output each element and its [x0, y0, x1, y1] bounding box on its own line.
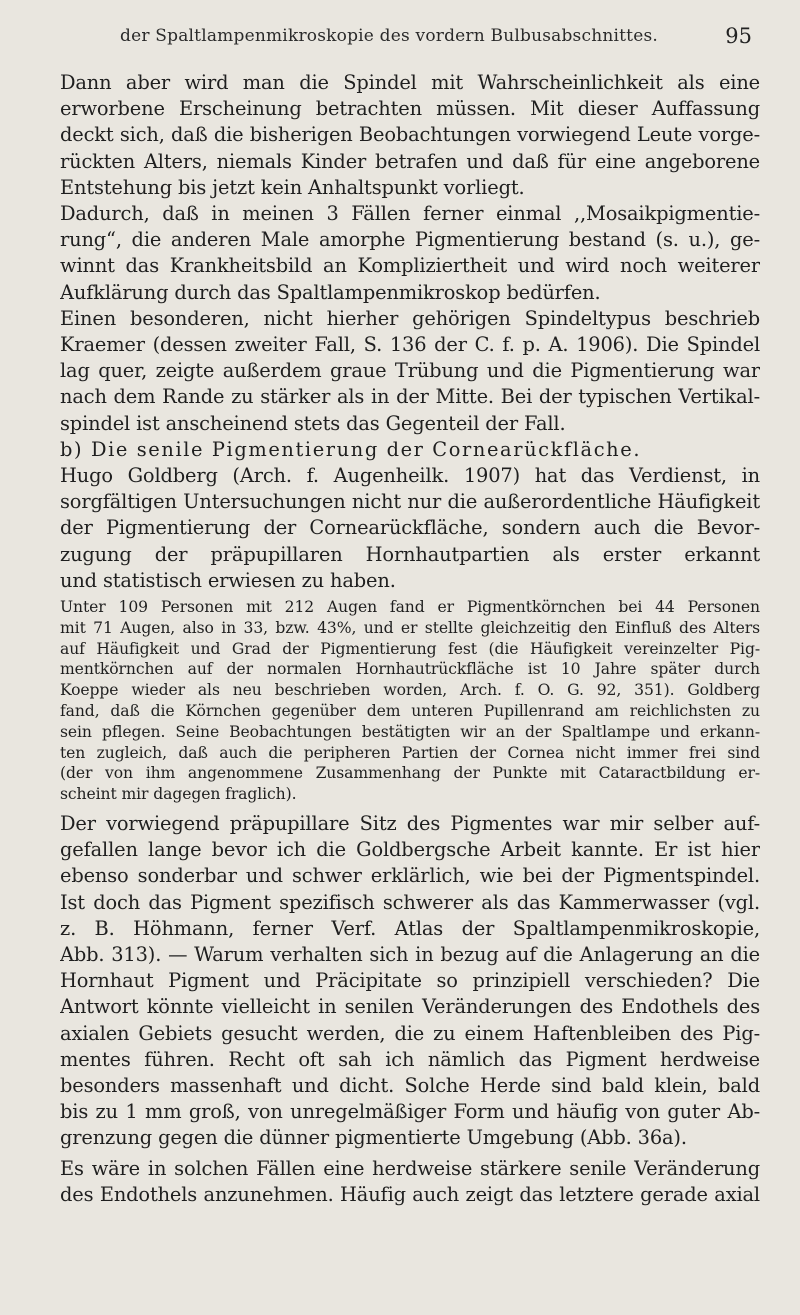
paragraph-spindle-acquired [60, 70, 760, 201]
text-line: spindel ist anscheinend stets das Gegenteil der Fall. [60, 411, 566, 435]
text-line: Der vorwiegend präpupillare Sitz des Pigmentes war mir selber auf- [60, 812, 760, 836]
text-line: rung“, die anderen Male amorphe Pigmentierung bestand (s. u.), ge- [60, 228, 760, 252]
text-line: Aufklärung durch das Spaltlampenmikroskop bedürfen. [60, 280, 601, 304]
small-text-line: mit 71 Augen, also in 33, bzw. 43%, und er stellte gleichzeitig den Einfluß des Alters [60, 618, 760, 637]
text-line: grenzung gegen die dünner pigmentierte Umgebung (Abb. 36a). [60, 1126, 687, 1150]
paragraph-mosaic-pigmentation [60, 201, 760, 306]
text-line: Ist doch das Pigment spezifisch schwerer als das Kammerwasser (vgl. [60, 890, 760, 914]
page-number: 95 [725, 24, 752, 48]
text-line: zugung der präpupillaren Hornhautpartien als erster erkannt [60, 542, 760, 566]
text-line: und statistisch erwiesen zu haben. [60, 568, 396, 592]
text-line: der Pigmentierung der Cornearückfläche, sondern auch die Bevor- [60, 516, 760, 540]
text-line: bis zu 1 mm groß, von unregelmäßiger Form und häufig von guter Ab- [60, 1100, 760, 1124]
text-line: mentes führen. Recht oft sah ich nämlich das Pigment herdweise [60, 1047, 760, 1071]
text-line: Dadurch, daß in meinen 3 Fällen ferner einmal ,,Mosaikpigmentie- [60, 202, 760, 226]
small-text-line: auf Häufigkeit und Grad der Pigmentierung fest (die Häufigkeit vereinzelter Pig- [60, 639, 760, 658]
small-text-line: sein pflegen. Seine Beobachtungen bestätigten wir an der Spaltlampe und erkann- [60, 722, 760, 741]
text-line: rückten Alters, niemals Kinder betrafen und daß für eine angeborene [60, 149, 760, 173]
text-line: Abb. 313). — Warum verhalten sich in bezug auf die Anlagerung an die [60, 943, 760, 967]
page-header [60, 26, 760, 54]
body-text [60, 70, 760, 1208]
small-text-line: scheint mir dagegen fraglich). [60, 785, 297, 804]
small-text-line: fand, daß die Körnchen gegenüber dem unteren Pupillenrand am reichlichsten zu [60, 702, 760, 721]
text-line: gefallen lange bevor ich die Goldbergsche Arbeit kannte. Er ist hier [60, 838, 760, 862]
text-line: Antwort könnte vielleicht in senilen Veränderungen des Endothels des [60, 995, 760, 1019]
text-line: ebenso sonderbar und schwer erklärlich, wie bei der Pigmentspindel. [60, 864, 760, 888]
section-heading: b) Die senile Pigmentierung der Cornearückfläche. [60, 437, 642, 461]
text-line: erworbene Erscheinung betrachten müssen. Mit dieser Auffassung [60, 97, 760, 121]
text-line: lag quer, zeigte außerdem graue Trübung und die Pigmentierung war [60, 359, 760, 383]
text-line: besonders massenhaft und dicht. Solche Herde sind bald klein, bald [60, 1074, 760, 1098]
small-text-line: (der von ihm angenommene Zusammenhang der Punkte mit Cataractbildung er- [60, 764, 760, 783]
paragraph-goldberg [60, 463, 760, 594]
small-print-statistics [60, 594, 760, 805]
small-text-line: ten zugleich, daß auch die peripheren Partien der Cornea nicht immer frei sind [60, 743, 760, 762]
text-line: des Endothels anzunehmen. Häufig auch zeigt das letztere gerade axial [60, 1182, 760, 1206]
text-line: deckt sich, daß die bisherigen Beobachtungen vorwiegend Leute vorge- [60, 123, 760, 147]
small-text-line: Koeppe wieder als neu beschrieben worden, Arch. f. O. G. 92, 351). Goldberg [60, 681, 760, 700]
text-line: nach dem Rande zu stärker als in der Mitte. Bei der typischen Vertikal- [60, 385, 760, 409]
text-line: Entstehung bis jetzt kein Anhaltspunkt vorliegt. [60, 175, 525, 199]
section-heading-senile-pigmentation [60, 437, 760, 463]
small-text-line: Unter 109 Personen mit 212 Augen fand er Pigmentkörnchen bei 44 Personen [60, 598, 760, 617]
text-line: Kraemer (dessen zweiter Fall, S. 136 der C. f. p. A. 1906). Die Spindel [60, 333, 760, 357]
text-line: z. B. Höhmann, ferner Verf. Atlas der Spaltlampenmikroskopie, [60, 916, 760, 940]
text-line: Hugo Goldberg (Arch. f. Augenheilk. 1907) hat das Verdienst, in [60, 464, 760, 488]
text-line: Dann aber wird man die Spindel mit Wahrscheinlichkeit als eine [60, 71, 760, 94]
paragraph-prepupillary-seat [60, 805, 760, 1152]
text-line: Einen besonderen, nicht hierher gehörigen Spindeltypus beschrieb [60, 306, 760, 330]
running-title: der Spaltlampenmikroskopie des vordern Bulbusabschnittes. [120, 26, 658, 46]
paragraph-endothel [60, 1152, 760, 1208]
text-line: Hornhaut Pigment und Präcipitate so prinzipiell verschieden? Die [60, 969, 760, 993]
text-line: axialen Gebiets gesucht werden, die zu einem Haftenbleiben des Pig- [60, 1021, 760, 1045]
text-line: Es wäre in solchen Fällen eine herdweise stärkere senile Veränderung [60, 1156, 760, 1180]
small-text-line: mentkörnchen auf der normalen Hornhautrückfläche ist 10 Jahre später durch [60, 660, 760, 679]
text-line: sorgfältigen Untersuchungen nicht nur die außerordentliche Häufigkeit [60, 490, 760, 514]
text-line: winnt das Krankheitsbild an Kompliziertheit und wird noch weiterer [60, 254, 760, 278]
paragraph-kraemer-spindle [60, 306, 760, 437]
